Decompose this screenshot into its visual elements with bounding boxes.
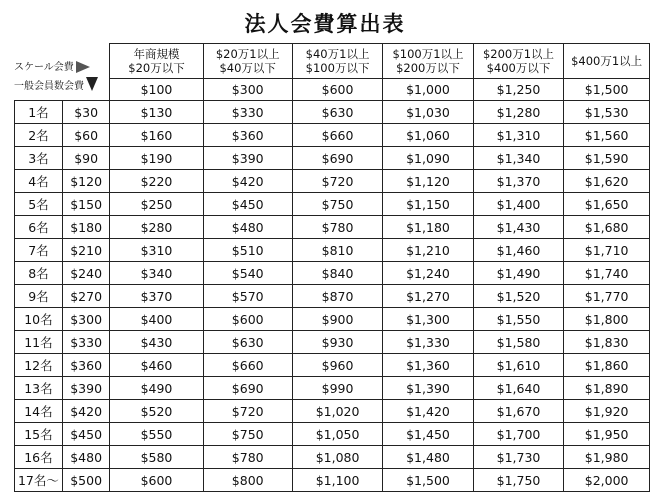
total-fee-cell: $160 bbox=[110, 124, 203, 147]
total-fee-cell: $1,340 bbox=[473, 147, 564, 170]
total-fee-cell: $990 bbox=[292, 377, 382, 400]
total-fee-cell: $450 bbox=[203, 193, 292, 216]
total-fee-cell: $720 bbox=[292, 170, 382, 193]
total-fee-cell: $1,210 bbox=[383, 239, 474, 262]
base-fee-cell: $600 bbox=[292, 79, 382, 101]
total-fee-cell: $1,980 bbox=[564, 446, 650, 469]
total-fee-cell: $340 bbox=[110, 262, 203, 285]
member-fee-cell: $150 bbox=[62, 193, 110, 216]
table-row bbox=[15, 446, 650, 469]
total-fee-cell: $1,370 bbox=[473, 170, 564, 193]
total-fee-cell: $1,730 bbox=[473, 446, 564, 469]
total-fee-cell: $1,740 bbox=[564, 262, 650, 285]
member-fee-cell: $210 bbox=[62, 239, 110, 262]
member-count-cell: 6名 bbox=[15, 216, 63, 239]
total-fee-cell: $1,640 bbox=[473, 377, 564, 400]
table-row bbox=[15, 285, 650, 308]
total-fee-cell: $130 bbox=[110, 101, 203, 124]
member-fee-cell: $330 bbox=[62, 331, 110, 354]
total-fee-cell: $1,480 bbox=[383, 446, 474, 469]
base-fee-cell: $100 bbox=[110, 79, 203, 101]
total-fee-cell: $1,700 bbox=[473, 423, 564, 446]
member-count-cell: 2名 bbox=[15, 124, 63, 147]
member-fee-cell: $90 bbox=[62, 147, 110, 170]
total-fee-cell: $1,360 bbox=[383, 354, 474, 377]
total-fee-cell: $780 bbox=[292, 216, 382, 239]
total-fee-cell: $1,240 bbox=[383, 262, 474, 285]
total-fee-cell: $840 bbox=[292, 262, 382, 285]
member-fee-cell: $240 bbox=[62, 262, 110, 285]
base-fee-cell: $300 bbox=[203, 79, 292, 101]
table-row bbox=[15, 377, 650, 400]
total-fee-cell: $690 bbox=[292, 147, 382, 170]
member-count-cell: 16名 bbox=[15, 446, 63, 469]
total-fee-cell: $510 bbox=[203, 239, 292, 262]
total-fee-cell: $1,270 bbox=[383, 285, 474, 308]
total-fee-cell: $1,920 bbox=[564, 400, 650, 423]
total-fee-cell: $1,030 bbox=[383, 101, 474, 124]
total-fee-cell: $660 bbox=[292, 124, 382, 147]
member-count-cell: 5名 bbox=[15, 193, 63, 216]
member-fee-cell: $420 bbox=[62, 400, 110, 423]
total-fee-cell: $1,670 bbox=[473, 400, 564, 423]
total-fee-cell: $1,420 bbox=[383, 400, 474, 423]
total-fee-cell: $370 bbox=[110, 285, 203, 308]
fee-table bbox=[14, 43, 650, 492]
total-fee-cell: $1,650 bbox=[564, 193, 650, 216]
total-fee-cell: $1,620 bbox=[564, 170, 650, 193]
total-fee-cell: $550 bbox=[110, 423, 203, 446]
total-fee-cell: $1,330 bbox=[383, 331, 474, 354]
total-fee-cell: $630 bbox=[203, 331, 292, 354]
total-fee-cell: $570 bbox=[203, 285, 292, 308]
table-row bbox=[15, 193, 650, 216]
table-row bbox=[15, 423, 650, 446]
member-fee-cell: $300 bbox=[62, 308, 110, 331]
total-fee-cell: $1,800 bbox=[564, 308, 650, 331]
member-count-cell: 9名 bbox=[15, 285, 63, 308]
column-header: $400万1以上 bbox=[564, 44, 650, 79]
member-fee-cell: $180 bbox=[62, 216, 110, 239]
table-row bbox=[15, 170, 650, 193]
total-fee-cell: $750 bbox=[203, 423, 292, 446]
member-count-cell: 11名 bbox=[15, 331, 63, 354]
total-fee-cell: $280 bbox=[110, 216, 203, 239]
total-fee-cell: $540 bbox=[203, 262, 292, 285]
total-fee-cell: $400 bbox=[110, 308, 203, 331]
total-fee-cell: $360 bbox=[203, 124, 292, 147]
member-fee-cell: $30 bbox=[62, 101, 110, 124]
total-fee-cell: $1,080 bbox=[292, 446, 382, 469]
page-title: 法人会費算出表 bbox=[244, 12, 406, 36]
total-fee-cell: $520 bbox=[110, 400, 203, 423]
total-fee-cell: $1,150 bbox=[383, 193, 474, 216]
total-fee-cell: $810 bbox=[292, 239, 382, 262]
column-header: $40万1以上 $100万以下 bbox=[292, 44, 382, 79]
column-header: $100万1以上 $200万以下 bbox=[383, 44, 474, 79]
total-fee-cell: $900 bbox=[292, 308, 382, 331]
total-fee-cell: $690 bbox=[203, 377, 292, 400]
member-count-cell: 4名 bbox=[15, 170, 63, 193]
total-fee-cell: $1,450 bbox=[383, 423, 474, 446]
total-fee-cell: $930 bbox=[292, 331, 382, 354]
member-count-cell: 8名 bbox=[15, 262, 63, 285]
base-fee-cell: $1,500 bbox=[564, 79, 650, 101]
base-fee-cell: $1,000 bbox=[383, 79, 474, 101]
total-fee-cell: $1,060 bbox=[383, 124, 474, 147]
base-fee-row bbox=[15, 79, 650, 101]
total-fee-cell: $1,280 bbox=[473, 101, 564, 124]
total-fee-cell: $1,530 bbox=[564, 101, 650, 124]
table-row bbox=[15, 216, 650, 239]
table-row bbox=[15, 400, 650, 423]
total-fee-cell: $1,120 bbox=[383, 170, 474, 193]
total-fee-cell: $430 bbox=[110, 331, 203, 354]
total-fee-cell: $600 bbox=[110, 469, 203, 492]
total-fee-cell: $1,610 bbox=[473, 354, 564, 377]
base-fee-cell: $1,250 bbox=[473, 79, 564, 101]
total-fee-cell: $390 bbox=[203, 147, 292, 170]
total-fee-cell: $1,580 bbox=[473, 331, 564, 354]
total-fee-cell: $750 bbox=[292, 193, 382, 216]
member-count-cell: 1名 bbox=[15, 101, 63, 124]
member-count-cell: 15名 bbox=[15, 423, 63, 446]
member-fee-cell: $450 bbox=[62, 423, 110, 446]
total-fee-cell: $1,300 bbox=[383, 308, 474, 331]
total-fee-cell: $1,180 bbox=[383, 216, 474, 239]
table-row bbox=[15, 147, 650, 170]
total-fee-cell: $2,000 bbox=[564, 469, 650, 492]
member-fee-cell: $480 bbox=[62, 446, 110, 469]
total-fee-cell: $960 bbox=[292, 354, 382, 377]
member-count-cell: 14名 bbox=[15, 400, 63, 423]
total-fee-cell: $1,500 bbox=[383, 469, 474, 492]
member-count-cell: 12名 bbox=[15, 354, 63, 377]
total-fee-cell: $630 bbox=[292, 101, 382, 124]
total-fee-cell: $460 bbox=[110, 354, 203, 377]
member-fee-cell: $360 bbox=[62, 354, 110, 377]
column-header: $200万1以上 $400万以下 bbox=[473, 44, 564, 79]
table-row bbox=[15, 469, 650, 492]
total-fee-cell: $420 bbox=[203, 170, 292, 193]
total-fee-cell: $1,430 bbox=[473, 216, 564, 239]
total-fee-cell: $1,680 bbox=[564, 216, 650, 239]
scale-fee-label: スケール会費 bbox=[14, 62, 74, 73]
total-fee-cell: $870 bbox=[292, 285, 382, 308]
total-fee-cell: $1,770 bbox=[564, 285, 650, 308]
member-fee-cell: $390 bbox=[62, 377, 110, 400]
fee-table-body bbox=[15, 79, 650, 492]
total-fee-cell: $1,890 bbox=[564, 377, 650, 400]
table-row bbox=[15, 308, 650, 331]
member-count-cell: 17名〜 bbox=[15, 469, 63, 492]
total-fee-cell: $220 bbox=[110, 170, 203, 193]
column-header: $20万1以上 $40万以下 bbox=[203, 44, 292, 79]
total-fee-cell: $1,400 bbox=[473, 193, 564, 216]
total-fee-cell: $800 bbox=[203, 469, 292, 492]
total-fee-cell: $310 bbox=[110, 239, 203, 262]
total-fee-cell: $1,550 bbox=[473, 308, 564, 331]
total-fee-cell: $1,090 bbox=[383, 147, 474, 170]
total-fee-cell: $490 bbox=[110, 377, 203, 400]
total-fee-cell: $330 bbox=[203, 101, 292, 124]
table-row bbox=[15, 262, 650, 285]
total-fee-cell: $780 bbox=[203, 446, 292, 469]
table-row bbox=[15, 331, 650, 354]
total-fee-cell: $580 bbox=[110, 446, 203, 469]
member-count-cell: 7名 bbox=[15, 239, 63, 262]
total-fee-cell: $1,100 bbox=[292, 469, 382, 492]
total-fee-cell: $1,390 bbox=[383, 377, 474, 400]
total-fee-cell: $1,520 bbox=[473, 285, 564, 308]
total-fee-cell: $1,050 bbox=[292, 423, 382, 446]
total-fee-cell: $480 bbox=[203, 216, 292, 239]
total-fee-cell: $1,490 bbox=[473, 262, 564, 285]
member-count-cell: 3名 bbox=[15, 147, 63, 170]
total-fee-cell: $660 bbox=[203, 354, 292, 377]
column-header-row bbox=[15, 44, 650, 79]
total-fee-cell: $600 bbox=[203, 308, 292, 331]
total-fee-cell: $1,860 bbox=[564, 354, 650, 377]
total-fee-cell: $1,830 bbox=[564, 331, 650, 354]
member-count-cell: 10名 bbox=[15, 308, 63, 331]
table-row bbox=[15, 101, 650, 124]
member-fee-cell: $60 bbox=[62, 124, 110, 147]
total-fee-cell: $720 bbox=[203, 400, 292, 423]
total-fee-cell: $1,750 bbox=[473, 469, 564, 492]
total-fee-cell: $1,310 bbox=[473, 124, 564, 147]
member-fee-cell: $270 bbox=[62, 285, 110, 308]
general-fee-label: 一般会員数会費 bbox=[14, 81, 84, 92]
total-fee-cell: $1,560 bbox=[564, 124, 650, 147]
total-fee-cell: $1,590 bbox=[564, 147, 650, 170]
total-fee-cell: $190 bbox=[110, 147, 203, 170]
table-row bbox=[15, 354, 650, 377]
total-fee-cell: $1,950 bbox=[564, 423, 650, 446]
column-header: 年商規模 $20万以下 bbox=[110, 44, 203, 79]
member-count-cell: 13名 bbox=[15, 377, 63, 400]
total-fee-cell: $250 bbox=[110, 193, 203, 216]
total-fee-cell: $1,460 bbox=[473, 239, 564, 262]
member-fee-cell: $500 bbox=[62, 469, 110, 492]
member-fee-cell: $120 bbox=[62, 170, 110, 193]
total-fee-cell: $1,020 bbox=[292, 400, 382, 423]
table-row bbox=[15, 124, 650, 147]
total-fee-cell: $1,710 bbox=[564, 239, 650, 262]
table-row bbox=[15, 239, 650, 262]
